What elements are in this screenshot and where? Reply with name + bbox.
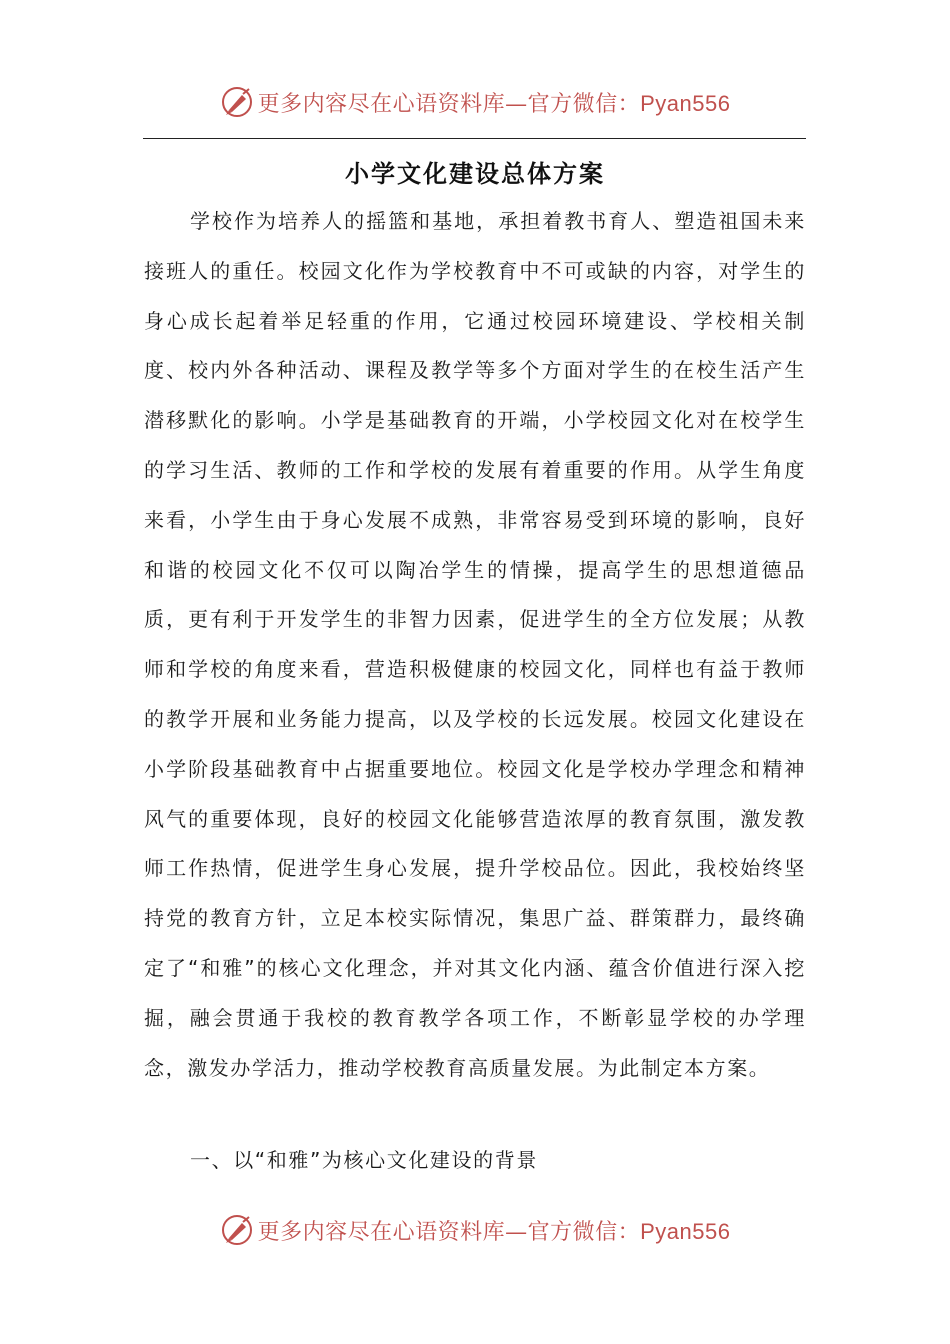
footer-banner-text: 更多内容尽在心语资料库—官方微信：Pyan556	[257, 1218, 731, 1245]
section-heading-1: 一、以“和雅”为核心文化建设的背景	[190, 1148, 538, 1172]
footer-watermark-banner	[0, 1208, 950, 1252]
pen-nib-logo-icon	[220, 1213, 254, 1247]
header-banner-text: 更多内容尽在心语资料库—官方微信：Pyan556	[257, 90, 731, 117]
header-wechat-id: Pyan556	[640, 90, 731, 116]
intro-paragraph: 学校作为培养人的摇篮和基地，承担着教书育人、塑造祖国未来接班人的重任。校园文化作为学校教育中不可或缺的内容，对学生的身心成长起着举足轻重的作用，它通过校园环境建设、学校相关制度、校内外各种活动、课程及教学等多个方面对学生的在校生活产生潜移默化的影响。小学是基础教育的开端，小学校园文化对在校学生的学习生活、教师的工作和学校的发展有着重要的作用。从学生角度来看，小学生由于身心发展不成熟，非常容易受到环境的影响，良好和谐的校园文化不仅可以陶冶学生的情操，提高学生的思想道德品质，更有利于开发学生的非智力因素，促进学生的全方位发展；从教师和学校的角度来看，营造积极健康的校园文化，同样也有益于教师的教学开展和业务能力提高，以及学校的长远发展。校园文化建设在小学阶段基础教育中占据重要地位。校园文化是学校办学理念和精神风气的重要体现，良好的校园文化能够营造浓厚的教育氛围，激发教师工作热情，促进学生身心发展，提升学校品位。因此，我校始终坚持党的教育方针，立足本校实际情况，集思广益、群策群力，最终确定了“和雅”的核心文化理念，并对其文化内涵、蕴含价值进行深入挖掘，融会贯通于我校的教育教学各项工作，不断彰显学校的办学理念，激发办学活力，推动学校教育高质量发展。为此制定本方案。	[144, 209, 806, 1080]
header-divider	[143, 138, 806, 139]
document-title: 小学文化建设总体方案	[345, 160, 605, 188]
footer-wechat-id: Pyan556	[640, 1218, 731, 1244]
pen-nib-logo-icon	[220, 85, 254, 119]
header-watermark-banner	[0, 80, 950, 124]
